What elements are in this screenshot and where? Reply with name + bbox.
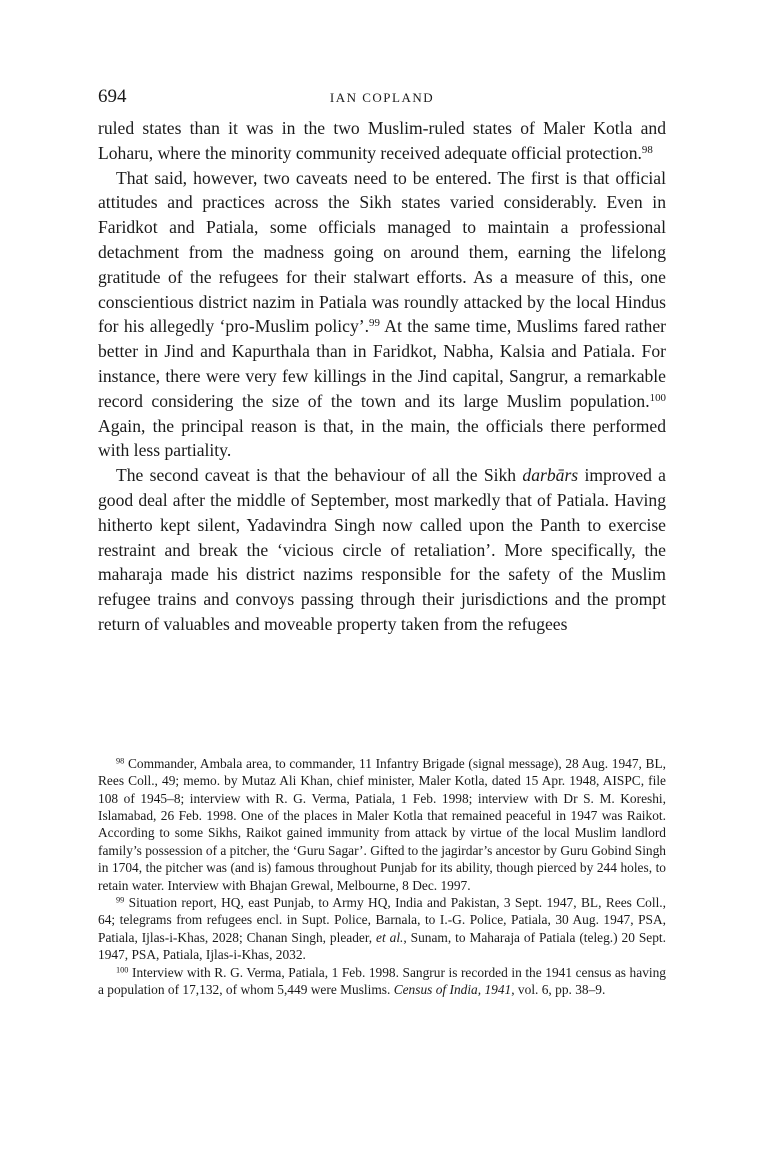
footnote-ref-98[interactable]: 98 bbox=[641, 143, 653, 156]
paragraph-3 bbox=[98, 463, 666, 637]
paragraph-3-italic: darbārs bbox=[522, 465, 579, 486]
footnote-100 bbox=[98, 964, 666, 999]
footnote-100-italic: Census of India, 1941 bbox=[393, 982, 512, 998]
footnote-ref-99[interactable]: 99 bbox=[369, 317, 380, 330]
paragraph-2-text-b: At the same time, Muslims fared rather better in Jind and Kapurthala than in Faridkot, Nabha, Kalsia and Patiala. For instance, there were very few killings in the Jind capital, Sangrur, a remarkable record considering the size of the town and its large Muslim population. bbox=[98, 316, 666, 411]
footnote-100-text-b: , vol. 6, pp. 38–9. bbox=[511, 982, 606, 998]
footnote-number: 98 bbox=[116, 756, 125, 766]
footnote-99-italic: et al. bbox=[376, 929, 404, 945]
footnote-99 bbox=[98, 894, 666, 964]
paragraph-1 bbox=[98, 116, 666, 166]
footnote-number: 100 bbox=[116, 965, 129, 975]
footnote-ref-100[interactable]: 100 bbox=[649, 391, 666, 404]
book-page bbox=[98, 86, 666, 998]
footnote-98 bbox=[98, 755, 666, 894]
paragraph-3-text-b: improved a good deal after the middle of September, most markedly that of Patiala. Having hitherto kept silent, Yadavindra Singh now called upon the Panth to exercise restraint and break the ‘vicious circle of retaliation’. More specifically, the maharaja made his district nazims responsible for the safety of the Muslim refugee trains and convoys passing through their jurisdictions and the prompt return of valuables and moveable property taken from the refugees bbox=[98, 465, 666, 634]
paragraph-2 bbox=[98, 166, 666, 464]
footnote-99-text-b: , Sunam, to Maharaja of Patiala (teleg.) 20 Sept. 1947, PSA, Patiala, Ijlas-i-Khas, 2032. bbox=[98, 929, 666, 963]
running-title: IAN COPLAND bbox=[329, 90, 435, 105]
paragraph-2-text-a: That said, however, two caveats need to be entered. The first is that official attitudes and practices across the Sikh states varied considerably. Even in Faridkot and Patiala, some officials managed to maintain a professional detachment from the madness going on around them, earning the lifelong gratitude of the refugees for their stalwart efforts. As a measure of this, one conscientious district nazim in Patiala was roundly attacked by the local Hindus for his allegedly ‘pro-Muslim policy’. bbox=[98, 167, 666, 337]
footnote-98-text: Commander, Ambala area, to commander, 11 Infantry Brigade (signal message), 28 Aug. 1947, BL, Rees Coll., 49; memo. by Mutaz Ali Khan, chief minister, Maler Kotla, dated 15 Apr. 1948, AISPC, file 108 of 1945–8; interview with R. G. Verma, Patiala, 1 Feb. 1998; interview with Dr S. M. Koreshi, Islamabad, 26 Feb. 1998. One of the places in Maler Kotla that remained peaceful in 1947 was Raikot. According to some Sikhs, Raikot gained immunity from attack by virtue of the local Muslim landlord family’s possession of a pitcher, the ‘Guru Sagar’. Gifted to the jagirdar’s ancestor by Guru Gobind Singh in 1704, the pitcher was (and is) famous throughout Punjab for its ability, though pierced by 244 holes, to retain water. Interview with Bhajan Grewal, Melbourne, 8 Dec. 1997. bbox=[98, 755, 666, 893]
paragraph-1-text: ruled states than it was in the two Muslim-ruled states of Maler Kotla and Loharu, where the minority community received adequate official protection. bbox=[98, 118, 666, 163]
footnote-number: 99 bbox=[116, 895, 125, 905]
paragraph-3-text-a: The second caveat is that the behaviour of all the Sikh bbox=[116, 465, 523, 486]
running-head bbox=[98, 86, 666, 116]
page-number: 694 bbox=[98, 86, 127, 107]
footnotes bbox=[98, 755, 666, 999]
paragraph-2-text-c: Again, the principal reason is that, in the main, the officials there performed with less partiality. bbox=[98, 415, 666, 461]
body-text bbox=[98, 116, 666, 637]
footnote-100-text-a: Interview with R. G. Verma, Patiala, 1 Feb. 1998. Sangrur is recorded in the 1941 census as having a population of 17,132, of whom 5,449 were Muslims. bbox=[98, 964, 666, 998]
footnote-99-text-a: Situation report, HQ, east Punjab, to Army HQ, India and Pakistan, 3 Sept. 1947, BL, Rees Coll., 64; telegrams from refugees encl. in Supt. Police, Barnala, to I.-G. Police, Patiala, 30 Aug. 1947, PSA, Patiala, Ijlas-i-Khas, 2028; Chanan Singh, pleader, bbox=[98, 894, 666, 945]
